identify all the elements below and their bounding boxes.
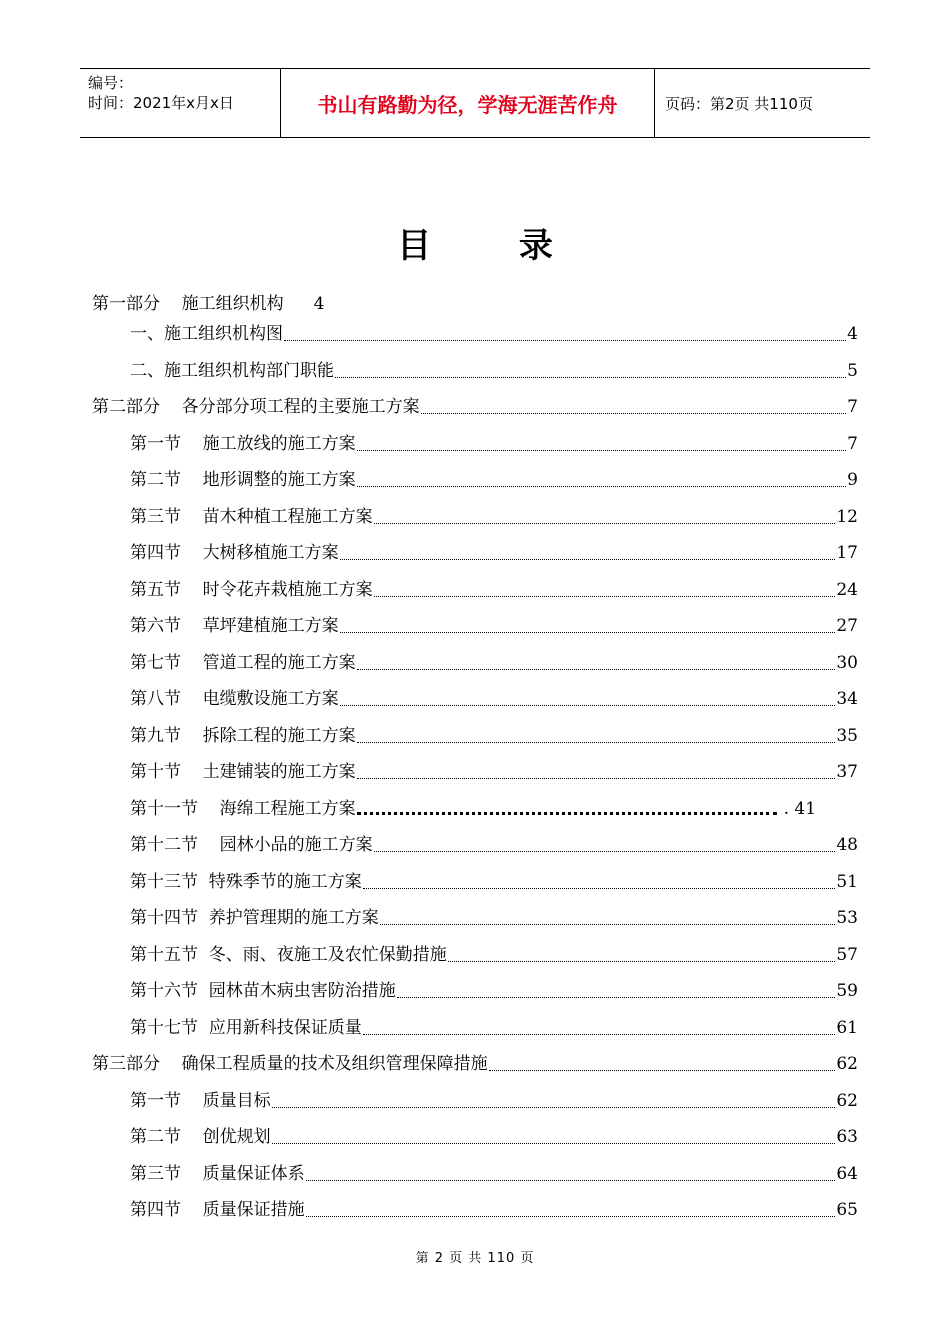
toc-entry[interactable] bbox=[130, 1162, 858, 1186]
toc-entry-page: 57 bbox=[836, 945, 858, 965]
toc-entry-label: 第三节 苗木种植工程施工方案 bbox=[130, 507, 373, 527]
document-time-label: 时间：2021年x月x日 bbox=[88, 94, 234, 112]
toc-entry-label: 第一节 质量目标 bbox=[130, 1091, 271, 1111]
toc-leader-dots bbox=[272, 1107, 836, 1108]
toc-leader-dots bbox=[306, 1216, 836, 1217]
toc-entry-page: 51 bbox=[836, 872, 858, 892]
toc-entry-label: 第四节 质量保证措施 bbox=[130, 1200, 305, 1220]
toc-entry-page: 4 bbox=[847, 324, 858, 344]
toc-entry-page: 65 bbox=[836, 1200, 858, 1220]
toc-entry-page: . 41 bbox=[783, 799, 817, 819]
toc-entry-label: 第十节 土建铺装的施工方案 bbox=[130, 762, 356, 782]
toc-entry-label: 第十一节 海绵工程施工方案 bbox=[130, 799, 356, 819]
toc-leader-dots bbox=[340, 559, 836, 560]
toc-entry-page: 62 bbox=[836, 1054, 858, 1074]
toc-entry-page: 62 bbox=[836, 1091, 858, 1111]
toc-entry-page: 12 bbox=[836, 507, 858, 527]
toc-leader-dots bbox=[374, 523, 836, 524]
toc-entry-page: 59 bbox=[836, 981, 858, 1001]
toc-entry-label: 第二节 创优规划 bbox=[130, 1127, 271, 1147]
toc-entry-page: 24 bbox=[836, 580, 858, 600]
toc-entry[interactable] bbox=[130, 432, 858, 456]
toc-entry[interactable] bbox=[130, 1089, 858, 1113]
toc-entry-page: 34 bbox=[836, 689, 858, 709]
toc-entry[interactable] bbox=[92, 1052, 858, 1076]
toc-entry[interactable] bbox=[130, 833, 858, 857]
toc-entry-label: 第十五节 冬、雨、夜施工及农忙保勤措施 bbox=[130, 945, 447, 965]
toc-entry-label: 第三部分 确保工程质量的技术及组织管理保障措施 bbox=[92, 1054, 488, 1074]
toc-entry-page: 64 bbox=[836, 1164, 858, 1184]
toc-leader-dots bbox=[374, 596, 836, 597]
toc-leader-dots bbox=[448, 961, 836, 962]
header-meta bbox=[80, 69, 281, 137]
toc-entry[interactable] bbox=[130, 906, 858, 930]
toc-leader-dots bbox=[357, 669, 836, 670]
toc-entry-label: 第五节 时令花卉栽植施工方案 bbox=[130, 580, 373, 600]
toc-entry-page: 30 bbox=[836, 653, 858, 673]
toc-leader-dots bbox=[374, 851, 836, 852]
toc-entry[interactable] bbox=[92, 292, 412, 316]
header-motto: 书山有路勤为径，学海无涯苦作舟 bbox=[281, 69, 655, 137]
toc-entry[interactable] bbox=[130, 943, 858, 967]
toc-entry-label: 第九节 拆除工程的施工方案 bbox=[130, 726, 356, 746]
toc-entry[interactable] bbox=[92, 395, 858, 419]
toc-entry-label: 第十二节 园林小品的施工方案 bbox=[130, 835, 373, 855]
toc-entry-label: 第一节 施工放线的施工方案 bbox=[130, 434, 356, 454]
toc-leader-dots bbox=[363, 1034, 836, 1035]
toc-entry-label: 第八节 电缆敷设施工方案 bbox=[130, 689, 339, 709]
toc-entry-label: 第十四节 养护管理期的施工方案 bbox=[130, 908, 379, 928]
toc-entry-page: 63 bbox=[836, 1127, 858, 1147]
toc-leader-dots bbox=[397, 997, 836, 998]
toc-entry-page: 5 bbox=[847, 361, 858, 381]
toc-entry[interactable] bbox=[130, 760, 858, 784]
toc-entry-page: 27 bbox=[836, 616, 858, 636]
toc-entry-page: 48 bbox=[836, 835, 858, 855]
toc-leader-dots bbox=[306, 1180, 836, 1181]
toc-entry-page: 17 bbox=[836, 543, 858, 563]
toc-entry[interactable] bbox=[130, 687, 858, 711]
toc-entry-page: 35 bbox=[836, 726, 858, 746]
toc-entry[interactable] bbox=[130, 578, 858, 602]
toc-entry-label: 第二部分 各分部分项工程的主要施工方案 bbox=[92, 397, 420, 417]
toc-entry[interactable] bbox=[130, 541, 858, 565]
toc-leader-dots bbox=[335, 377, 846, 378]
toc-entry-label: 第十七节 应用新科技保证质量 bbox=[130, 1018, 362, 1038]
toc-entry[interactable] bbox=[130, 1125, 858, 1149]
toc-entry[interactable] bbox=[130, 614, 858, 638]
toc-entry-label: 一、施工组织机构图 bbox=[130, 324, 283, 344]
toc-leader-dots bbox=[380, 924, 836, 925]
toc-entry[interactable] bbox=[130, 322, 858, 346]
toc-entry-page: 7 bbox=[847, 397, 858, 417]
toc-entry[interactable] bbox=[130, 359, 858, 383]
toc-leader-dots bbox=[489, 1070, 836, 1071]
toc-leader-dots bbox=[340, 632, 836, 633]
toc-entry[interactable] bbox=[130, 1016, 858, 1040]
toc-entry-label: 第一部分 施工组织机构 bbox=[92, 294, 284, 314]
toc-entry-page: 4 bbox=[313, 294, 325, 314]
toc-leader-dots bbox=[363, 888, 836, 889]
toc-entry-label: 二、施工组织机构部门职能 bbox=[130, 361, 334, 381]
toc-leader-dots bbox=[284, 340, 846, 341]
toc-entry-label: 第二节 地形调整的施工方案 bbox=[130, 470, 356, 490]
toc-leader-dots bbox=[421, 413, 847, 414]
toc-entry[interactable] bbox=[130, 1198, 858, 1222]
toc-entry[interactable] bbox=[130, 870, 858, 894]
toc-entry-label: 第六节 草坪建植施工方案 bbox=[130, 616, 339, 636]
toc-entry-label: 第十六节 园林苗木病虫害防治措施 bbox=[130, 981, 396, 1001]
toc-leader-dots bbox=[357, 778, 836, 779]
toc-entry[interactable] bbox=[130, 651, 858, 675]
toc-entry[interactable] bbox=[130, 505, 858, 529]
toc-entry[interactable] bbox=[130, 797, 858, 821]
toc-entry[interactable] bbox=[130, 979, 858, 1003]
header-page-info: 页码：第2页 共110页 bbox=[665, 94, 813, 113]
toc-leader-dots bbox=[340, 705, 836, 706]
toc-leader-dots bbox=[272, 1143, 836, 1144]
toc-leader-dots bbox=[357, 742, 836, 743]
toc-entry-page: 7 bbox=[847, 434, 858, 454]
toc-leader-dots bbox=[357, 486, 847, 487]
toc-entry-label: 第三节 质量保证体系 bbox=[130, 1164, 305, 1184]
toc-entry-page: 9 bbox=[847, 470, 858, 490]
toc-entry-page: 37 bbox=[836, 762, 858, 782]
toc-entry-page: 53 bbox=[836, 908, 858, 928]
page-title: 目 录 bbox=[397, 226, 591, 266]
page-header bbox=[80, 68, 870, 138]
page-footer: 第 2 页 共 110 页 bbox=[415, 1251, 535, 1266]
toc-entry[interactable] bbox=[130, 724, 858, 748]
toc-leader-dots bbox=[357, 812, 777, 815]
toc-leader-dots bbox=[357, 450, 847, 451]
document-number-label: 编号： bbox=[88, 74, 134, 92]
toc-entry-label: 第四节 大树移植施工方案 bbox=[130, 543, 339, 563]
toc-entry[interactable] bbox=[130, 468, 858, 492]
toc-entry-label: 第七节 管道工程的施工方案 bbox=[130, 653, 356, 673]
toc-entry-page: 61 bbox=[836, 1018, 858, 1038]
toc-entry-label: 第十三节 特殊季节的施工方案 bbox=[130, 872, 362, 892]
